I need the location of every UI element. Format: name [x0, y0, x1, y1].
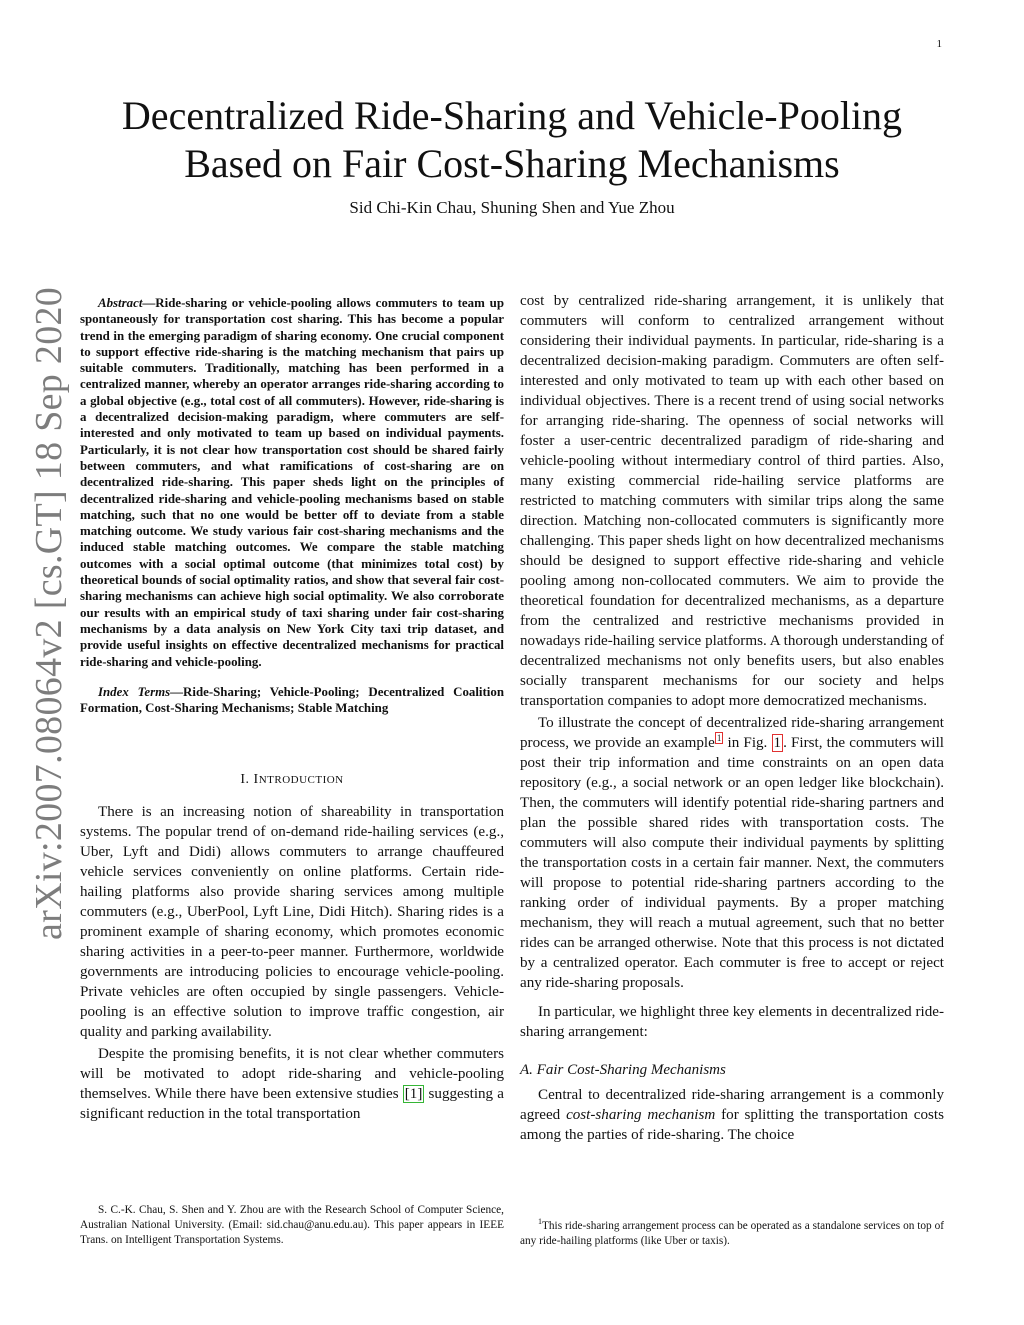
- footnote-1: [520, 1219, 944, 1249]
- footnote-1-mark: 1: [538, 1217, 542, 1227]
- right-paragraph-2: [520, 713, 944, 993]
- index-terms-separator: —: [170, 684, 184, 699]
- footnote-1-text: This ride-sharing arrangement process can be operated as a standalone services on top of any ride-hailing platforms (like Uber or taxis).: [520, 1220, 944, 1247]
- abstract-label: Abstract: [98, 296, 143, 310]
- title-line-1: Decentralized Ride-Sharing and Vehicle-Pooling: [121, 93, 903, 138]
- right-paragraph-1: cost by centralized ride-sharing arrangement, it is unlikely that commuters will conform to centralized arrangement without considering their individual payments. In particular, ride-sharing is a decentralized decision-making paradigm. Commuters are often self-interested and only motivated to team up with each other based on individual objectives. There is a recent trend of using social networks for arranging ride-sharing. The openness of social networks will foster a user-centric decentralized paradigm of ride-sharing and vehicle-pooling without intermediary control of third parties. Also, many existing commercial ride-hailing service platforms are restricted to matching commuters with similar trips along the same direction. Matching non-collocated commuters is significantly more challenging. This paper sheds light on how decentralized mechanisms should be designed to support effective ride-sharing and vehicle pooling among non-collocated commuters. We aim to provide the theoretical foundation for decentralized mechanisms, as a departure from the centralized and restrictive mechanisms provided in nowadays ride-hailing service platforms. A thorough understanding of decentralized mechanisms not only benefits users, but also enables socially transparent mechanisms for our society and helps transportation companies to adopt more democratized mechanisms.: [520, 293, 944, 709]
- index-terms-label: Index Terms: [98, 684, 171, 699]
- citation-link[interactable]: [1]: [404, 1086, 423, 1103]
- arxiv-identifier-stamp: arXiv:2007.08064v2 [cs.GT] 18 Sep 2020: [28, 286, 70, 940]
- section-numeral: I.: [240, 772, 250, 788]
- index-terms-text: Ride-Sharing; Vehicle-Pooling; Decentralized Coalition Formation, Cost-Sharing Mechanisms; Stable Matching: [80, 684, 504, 716]
- page-number: 1: [936, 38, 942, 50]
- section-title-rest: NTRODUCTION: [258, 774, 344, 787]
- index-terms: [80, 684, 504, 717]
- right-p2-mid: in Fig.: [723, 735, 772, 751]
- paper-title: [80, 92, 944, 188]
- right-p2-after: . First, the commuters will post their trip information and time constraints on an open data repository (e.g., a social network or an open ledger like blockchain). Then, the commuters will identify potential ride-sharing partners and plan the possible shared rides with transportation costs. The commuters will also compute their individual payments by splitting the transportation costs in a certain fair manner. Next, the commuters will propose to potential ride-sharing partners according to the ranking order of individual payments. By a proper matching mechanism, they will reach a mutual agreement, such that no better rides can be arranged otherwise. Note that this process is not dictated by a centralized operator. Each commuter is free to accept or reject any ride-sharing proposals.: [520, 735, 944, 991]
- author-affiliation-footnote: S. C.-K. Chau, S. Shen and Y. Zhou are with the Research School of Computer Science, Australian National University. (Email: sid.chau@anu.edu.au). This paper appears in IEEE Trans. on Intelligent Transportation Systems.: [80, 1204, 504, 1246]
- right-paragraph-4: [520, 1085, 944, 1145]
- author-list: Sid Chi-Kin Chau, Shuning Shen and Yue Zhou: [349, 198, 675, 217]
- intro-paragraph-1: There is an increasing notion of shareability in transportation systems. The popular trend of on-demand ride-hailing services (e.g., Uber, Lyft and Didi) allows commuters to arrange chauffeured vehicle services conveniently on online platforms. Certain ride-hailing platforms also provide sharing services among multiple commuters (e.g., UberPool, Lyft Line, Didi Hitch). Sharing rides is a prominent example of sharing economy, which promotes economic sharing activities in a peer-to-peer manner. Furthermore, worldwide governments are introducing policies to encourage vehicle-pooling. Private vehicles are often occupied by single passengers. Vehicle-pooling is an effective solution to improve traffic congestion, air quality and parking availability.: [80, 804, 504, 1041]
- intro-paragraph-2: [80, 1044, 504, 1124]
- left-column: [80, 291, 504, 1124]
- right-column: [520, 291, 944, 1145]
- right-p4-before: Central to decentralized ride-sharing arrangement is a commonly agreed: [520, 1087, 944, 1123]
- subsection-heading-a: A. Fair Cost-Sharing Mechanisms: [520, 1062, 726, 1078]
- right-paragraph-3: In particular, we highlight three key elements in decentralized ride-sharing arrangement:: [520, 1004, 944, 1040]
- title-line-2: Based on Fair Cost-Sharing Mechanisms: [184, 141, 840, 186]
- footnote-link[interactable]: 1: [716, 732, 722, 743]
- intro-p2-after: suggesting a significant reduction in the total transportation: [80, 1086, 504, 1123]
- abstract: [80, 295, 504, 670]
- section-title-initial: I: [253, 772, 259, 788]
- intro-p2-before: Despite the promising benefits, it is not clear whether commuters will be motivated to adopt ride-sharing and vehicle-pooling themselves. While there have been extensive studies: [80, 1046, 504, 1103]
- abstract-separator: —: [142, 296, 156, 310]
- right-p4-after: for splitting the transportation costs among the parties of ride-sharing. The choice: [520, 1107, 944, 1143]
- right-p2-before: To illustrate the concept of decentralized ride-sharing arrangement process, we provide an example: [520, 715, 944, 751]
- figure-link[interactable]: 1: [773, 735, 782, 751]
- section-heading-introduction: [80, 772, 504, 788]
- abstract-text: Ride-sharing or vehicle-pooling allows commuters to team up spontaneously for transportation cost sharing. This has become a popular trend in the emerging paradigm of sharing economy. One crucial component to support effective ride-sharing is the matching mechanism that pairs up suitable commuters. Traditionally, matching has been performed in a centralized manner, whereby an operator arranges ride-sharing according to a global objective (e.g., total cost of all commuters). However, ride-sharing is a decentralized decision-making paradigm, where commuters are self-interested and only motivated to team up based on individual payments. Particularly, it is not clear how transportation cost should be shared fairly between commuters, and what ramifications of cost-sharing are on decentralized ride-sharing. This paper sheds light on the principles of decentralized ride-sharing and vehicle-pooling mechanisms based on stable matching, such that no one would be better off to deviate from a stable matching outcome. We study various fair cost-sharing mechanisms and the induced stable matching outcomes. We compare the stable matching outcomes with a social optimal outcome (that minimizes total cost) by theoretical bounds of social optimality ratios, and show that several fair cost-sharing mechanisms can achieve high social optimality. We also corroborate our results with an empirical study of taxi sharing under fair cost-sharing mechanisms by a data analysis on New York City taxi trip dataset, and provide useful insights on effective decentralized mechanisms for practical ride-sharing and vehicle-pooling.: [80, 296, 504, 669]
- right-p4-emphasis: cost-sharing mechanism: [566, 1107, 716, 1123]
